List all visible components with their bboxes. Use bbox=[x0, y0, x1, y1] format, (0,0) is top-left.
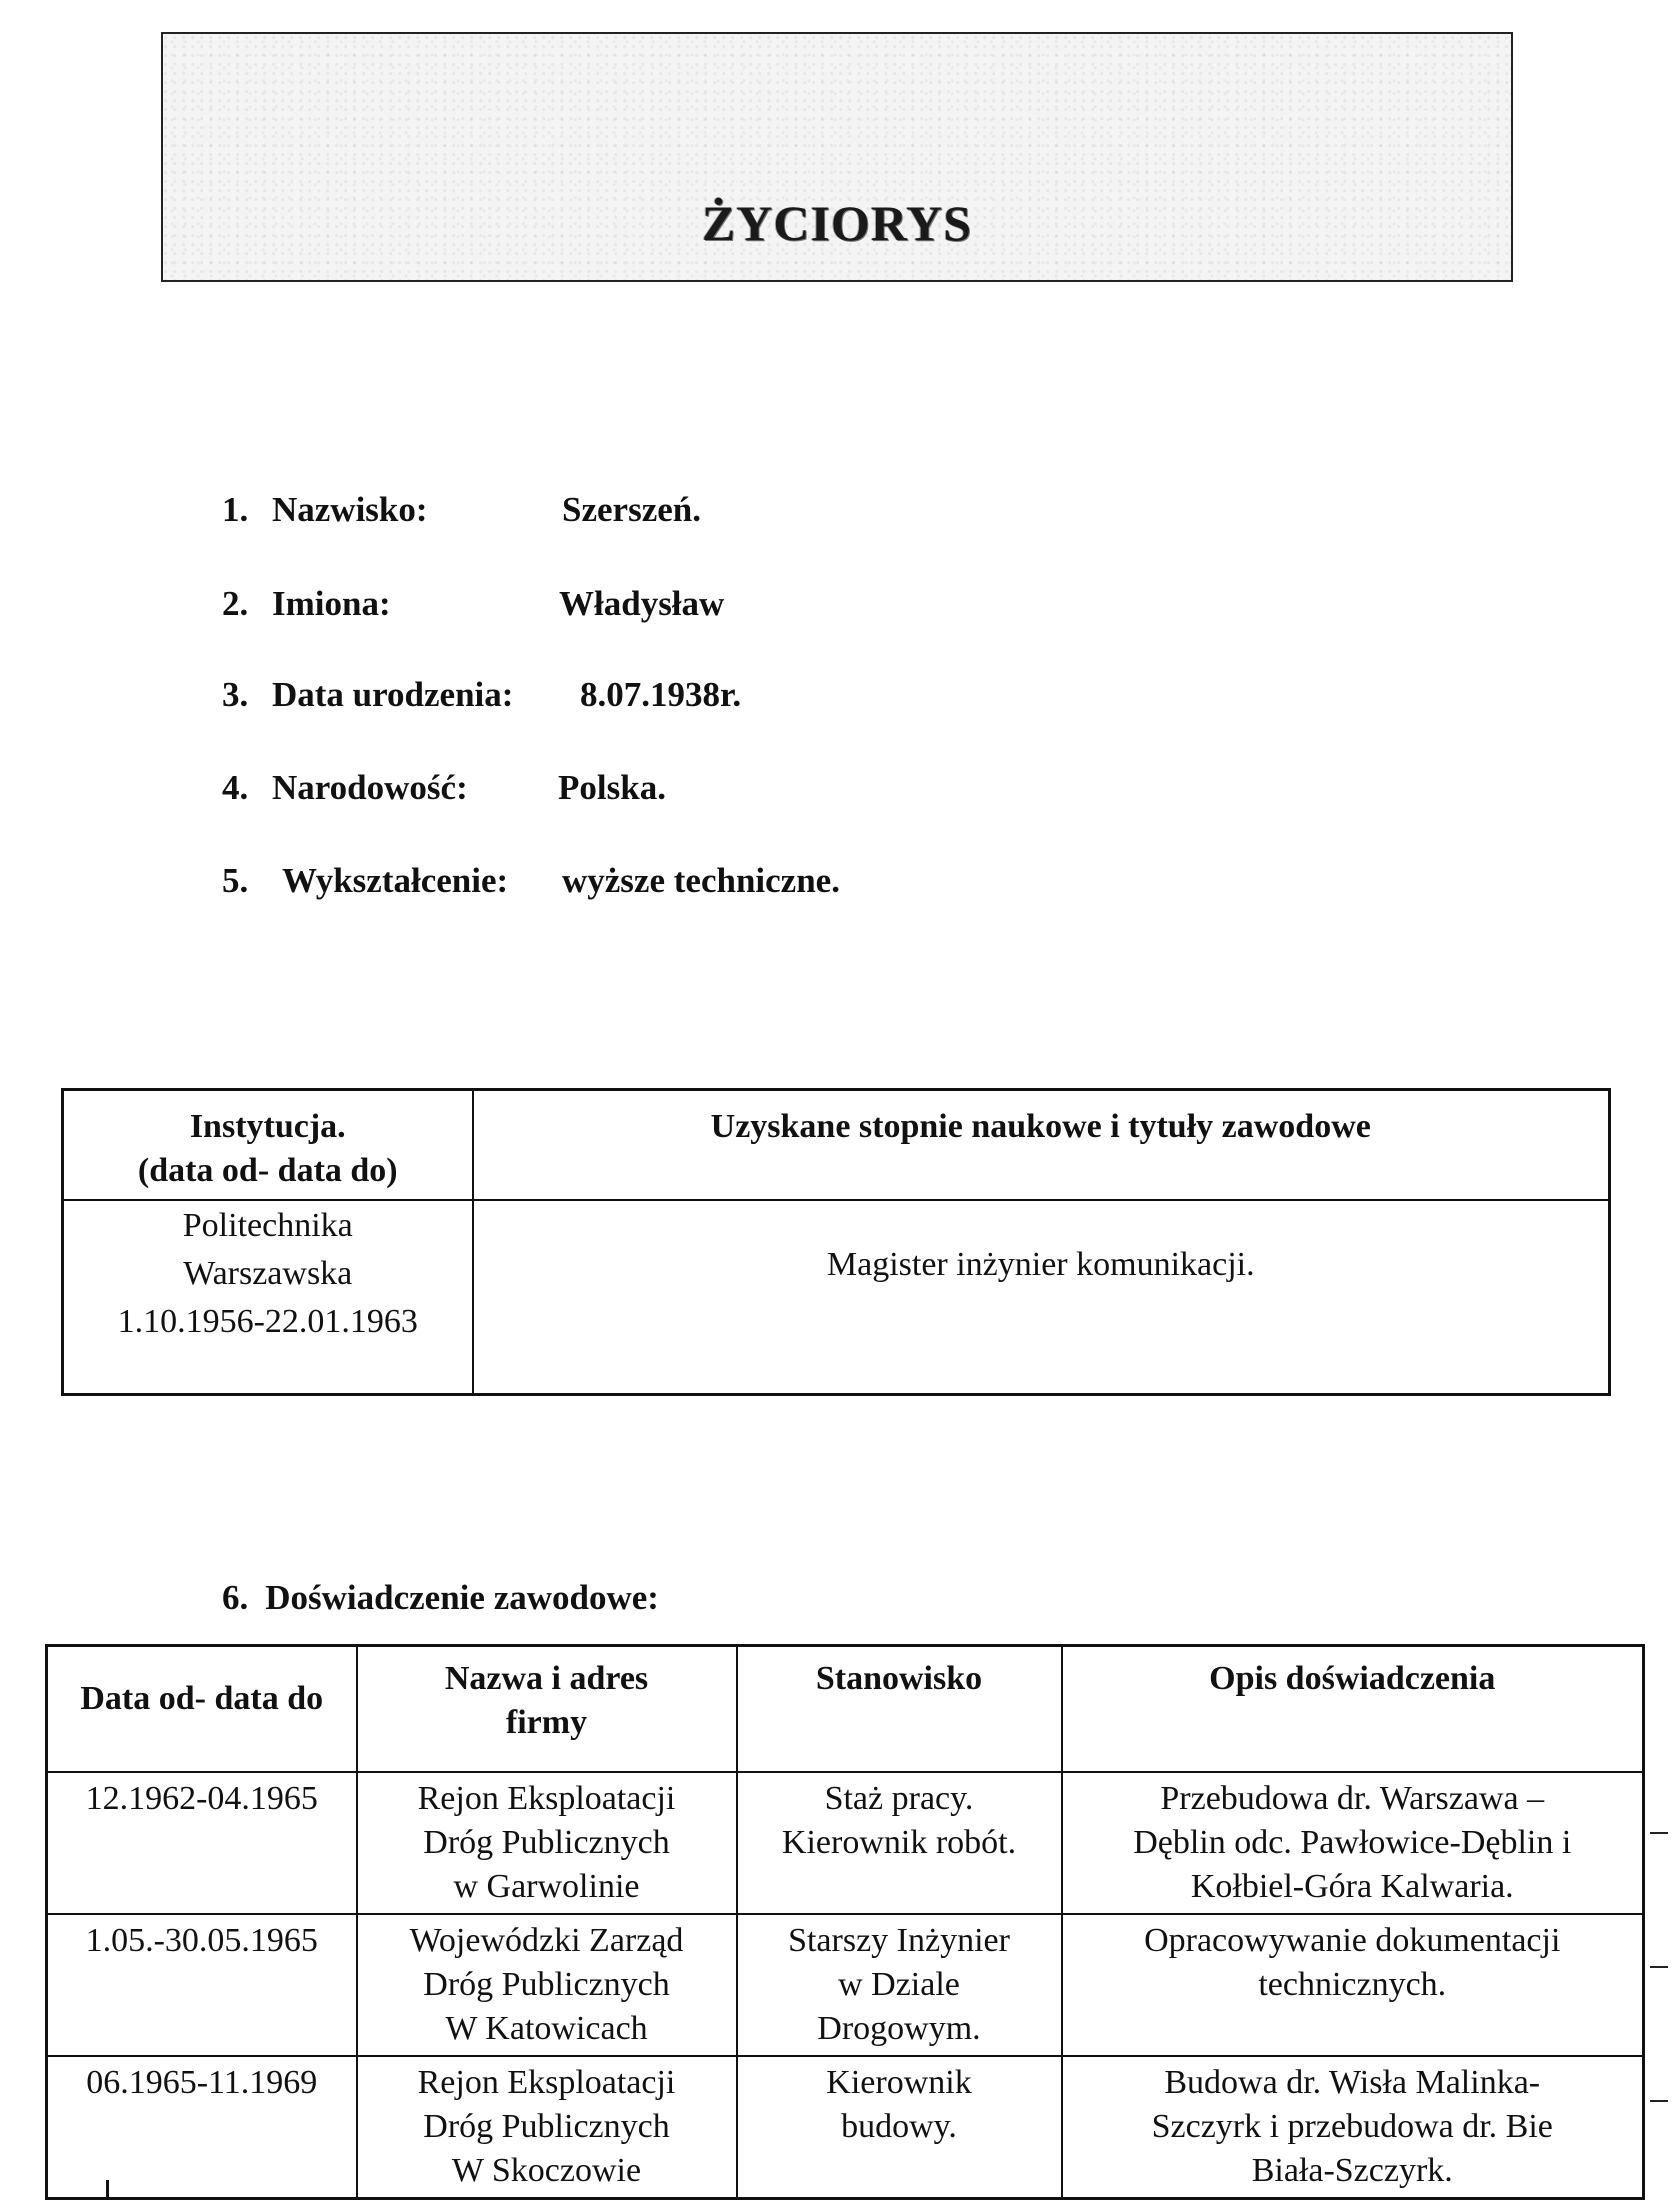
education-row bbox=[63, 1200, 1610, 1395]
info-label: Imiona: bbox=[272, 584, 391, 623]
info-label: Narodowość: bbox=[272, 768, 468, 807]
education-institution-cell bbox=[63, 1200, 473, 1395]
info-value: Polska. bbox=[558, 768, 666, 807]
info-value: Władysław bbox=[559, 584, 725, 623]
experience-firm-cell bbox=[357, 1914, 737, 2056]
cell-line: Warszawska bbox=[183, 1255, 353, 1292]
header-line: firmy bbox=[505, 1704, 588, 1741]
education-header-institution bbox=[63, 1090, 473, 1201]
experience-position-cell bbox=[737, 1914, 1062, 2056]
cell-line: Dróg Publicznych bbox=[423, 1966, 670, 2003]
cell-line: Rejon Eksploatacji bbox=[417, 2064, 676, 2101]
title-box bbox=[161, 32, 1513, 282]
cell-line: Dróg Publicznych bbox=[423, 2108, 670, 2145]
experience-dates-cell: 12.1962-04.1965 bbox=[47, 1772, 357, 1914]
experience-row bbox=[47, 1772, 1644, 1914]
experience-header-dates: Data od- data do bbox=[47, 1646, 357, 1773]
cell-line: W Skoczowie bbox=[451, 2152, 642, 2189]
cell-line: Opracowywanie dokumentacji bbox=[1144, 1922, 1561, 1959]
cell-line: W Katowicach bbox=[445, 2010, 648, 2047]
experience-header-firm bbox=[357, 1646, 737, 1773]
education-table bbox=[61, 1088, 1611, 1396]
margin-mark bbox=[106, 2180, 109, 2200]
experience-row bbox=[47, 2056, 1644, 2199]
info-label: Nazwisko: bbox=[272, 490, 428, 529]
margin-mark bbox=[1650, 1966, 1668, 1968]
experience-firm-cell bbox=[357, 1772, 737, 1914]
margin-mark bbox=[1650, 1832, 1668, 1834]
experience-position-cell bbox=[737, 1772, 1062, 1914]
info-value: wyższe techniczne. bbox=[562, 861, 840, 900]
experience-position-cell bbox=[737, 2056, 1062, 2199]
cell-line: Dróg Publicznych bbox=[423, 1824, 670, 1861]
info-label: Wykształcenie: bbox=[282, 861, 509, 900]
info-number: 3. bbox=[222, 675, 249, 714]
section-number: 6. bbox=[222, 1578, 249, 1617]
experience-description-cell bbox=[1062, 1772, 1644, 1914]
cell-line: w Dziale bbox=[838, 1966, 960, 2003]
info-number: 2. bbox=[222, 584, 249, 623]
margin-mark bbox=[1650, 2100, 1668, 2102]
cell-line: Kołbiel-Góra Kalwaria. bbox=[1190, 1868, 1514, 1905]
cell-line: Dęblin odc. Pawłowice-Dęblin i bbox=[1133, 1824, 1572, 1861]
info-number: 1. bbox=[222, 490, 249, 529]
info-value: 8.07.1938r. bbox=[580, 675, 742, 714]
cell-line: Starszy Inżynier bbox=[788, 1922, 1010, 1959]
header-line: Instytucja. bbox=[189, 1108, 346, 1145]
experience-dates-cell: 06.1965-11.1969 bbox=[47, 2056, 357, 2199]
header-line: (data od- data do) bbox=[137, 1152, 398, 1189]
document-title: ŻYCIORYS bbox=[701, 195, 973, 251]
cell-line: Biała-Szczyrk. bbox=[1251, 2152, 1453, 2189]
experience-description-cell bbox=[1062, 2056, 1644, 2199]
cell-line: Przebudowa dr. Warszawa – bbox=[1160, 1780, 1545, 1817]
cell-line: w Garwolinie bbox=[453, 1868, 640, 1905]
cell-line: 1.10.1956-22.01.1963 bbox=[117, 1303, 418, 1340]
cell-line: Politechnika bbox=[182, 1207, 353, 1244]
header-line: Nazwa i adres bbox=[444, 1660, 649, 1697]
experience-section-title bbox=[222, 1578, 659, 1618]
cell-line: Kierownik robót. bbox=[781, 1824, 1017, 1861]
experience-description-cell bbox=[1062, 1914, 1644, 2056]
experience-firm-cell bbox=[357, 2056, 737, 2199]
cell-line: budowy. bbox=[841, 2108, 957, 2145]
cell-line: Drogowym. bbox=[817, 2010, 981, 2047]
cell-line: Wojewódzki Zarząd bbox=[409, 1922, 684, 1959]
education-header-row bbox=[63, 1090, 1610, 1201]
info-number: 5. bbox=[222, 861, 249, 900]
experience-header-position: Stanowisko bbox=[737, 1646, 1062, 1773]
experience-dates-cell: 1.05.-30.05.1965 bbox=[47, 1914, 357, 2056]
info-value: Szerszeń. bbox=[562, 490, 701, 529]
experience-header-row bbox=[47, 1646, 1644, 1773]
cell-line: Szczyrk i przebudowa dr. Bie bbox=[1151, 2108, 1553, 2145]
section-label: Doświadczenie zawodowe: bbox=[265, 1578, 659, 1617]
cell-line: technicznych. bbox=[1258, 1966, 1447, 2003]
experience-row bbox=[47, 1914, 1644, 2056]
cell-line: Staż pracy. bbox=[824, 1780, 974, 1817]
experience-table bbox=[45, 1644, 1645, 2200]
info-number: 4. bbox=[222, 768, 249, 807]
cell-line: Budowa dr. Wisła Malinka- bbox=[1164, 2064, 1541, 2101]
education-degree-cell: Magister inżynier komunikacji. bbox=[473, 1200, 1610, 1395]
cell-line: Rejon Eksploatacji bbox=[417, 1780, 676, 1817]
cell-line: Kierownik bbox=[826, 2064, 972, 2101]
experience-header-description: Opis doświadczenia bbox=[1062, 1646, 1644, 1773]
info-label: Data urodzenia: bbox=[272, 675, 514, 714]
education-header-degrees: Uzyskane stopnie naukowe i tytuły zawodowe bbox=[473, 1090, 1610, 1201]
